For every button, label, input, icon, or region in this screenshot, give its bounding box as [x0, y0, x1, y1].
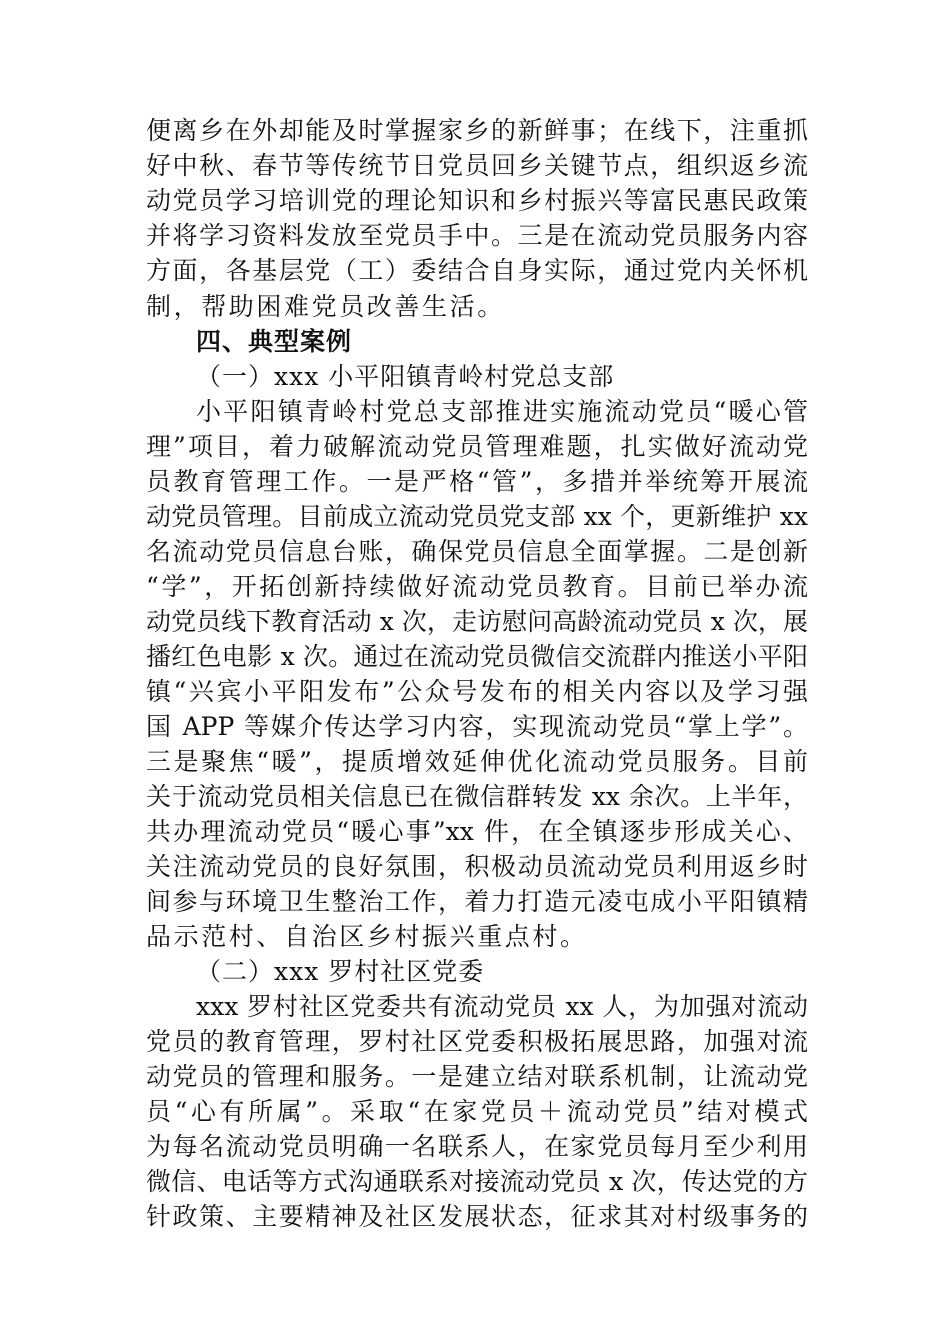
paragraph-line: 镇“兴宾小平阳发布”公众号发布的相关内容以及学习强 [146, 677, 808, 706]
paragraph-line: 理”项目，着力破解流动党员管理难题，扎实做好流动党 [146, 432, 808, 461]
paragraph-line: 方面，各基层党（工）委结合自身实际，通过党内关怀机 [146, 256, 808, 285]
paragraph-line: 名流动党员信息台账，确保党员信息全面掌握。二是创新 [146, 537, 808, 566]
paragraph-line: “学”，开拓创新持续做好流动党员教育。目前已举办流 [146, 572, 808, 601]
paragraph-line: xxx 罗村社区党委共有流动党员 xx 人，为加强对流动 [196, 992, 808, 1021]
paragraph-line: 制，帮助困难党员改善生活。 [146, 292, 505, 321]
paragraph-line: 针政策、主要精神及社区发展状态，征求其对村级事务的 [146, 1202, 808, 1231]
paragraph-line: 关于流动党员相关信息已在微信群转发 xx 余次。上半年， [146, 782, 808, 811]
paragraph-line: 国 APP 等媒介传达学习内容，实现流动党员“掌上学”。 [146, 712, 808, 741]
paragraph-line: 动党员学习培训党的理论知识和乡村振兴等富民惠民政策 [146, 186, 808, 215]
paragraph-line: 播红色电影 x 次。通过在流动党员微信交流群内推送小平阳 [146, 642, 808, 671]
paragraph-line: 品示范村、自治区乡村振兴重点村。 [146, 922, 588, 951]
paragraph-line: 微信、电话等方式沟通联系对接流动党员 x 次，传达党的方 [146, 1167, 808, 1196]
paragraph-line: 间参与环境卫生整治工作，着力打造元凌屯成小平阳镇精 [146, 887, 808, 916]
paragraph-line: 共办理流动党员“暖心事”xx 件，在全镇逐步形成关心、 [146, 817, 808, 846]
paragraph-line: 动党员线下教育活动 x 次，走访慰问高龄流动党员 x 次，展 [146, 607, 808, 636]
paragraph-line: 动党员管理。目前成立流动党员党支部 xx 个，更新维护 xx [146, 502, 808, 531]
paragraph-line: 便离乡在外却能及时掌握家乡的新鲜事；在线下，注重抓 [146, 116, 808, 145]
paragraph-line: 动党员的管理和服务。一是建立结对联系机制，让流动党 [146, 1062, 808, 1091]
paragraph-line: 小平阳镇青岭村党总支部推进实施流动党员“暖心管 [196, 397, 808, 426]
subsection-heading: （一）xxx 小平阳镇青岭村党总支部 [196, 362, 615, 391]
section-heading: 四、典型案例 [196, 327, 353, 356]
paragraph-line: 员教育管理工作。一是严格“管”，多措并举统筹开展流 [146, 467, 808, 496]
paragraph-line: 为每名流动党员明确一名联系人，在家党员每月至少利用 [146, 1132, 808, 1161]
paragraph-line: 并将学习资料发放至党员手中。三是在流动党员服务内容 [146, 221, 808, 250]
subsection-heading: （二）xxx 罗村社区党委 [196, 957, 485, 986]
paragraph-line: 三是聚焦“暖”，提质增效延伸优化流动党员服务。目前 [146, 747, 808, 776]
paragraph-line: 员“心有所属”。采取“在家党员＋流动党员”结对模式 [146, 1097, 808, 1126]
paragraph-line: 党员的教育管理，罗村社区党委积极拓展思路，加强对流 [146, 1027, 808, 1056]
paragraph-line: 关注流动党员的良好氛围，积极动员流动党员利用返乡时 [146, 852, 808, 881]
paragraph-line: 好中秋、春节等传统节日党员回乡关键节点，组织返乡流 [146, 151, 808, 180]
